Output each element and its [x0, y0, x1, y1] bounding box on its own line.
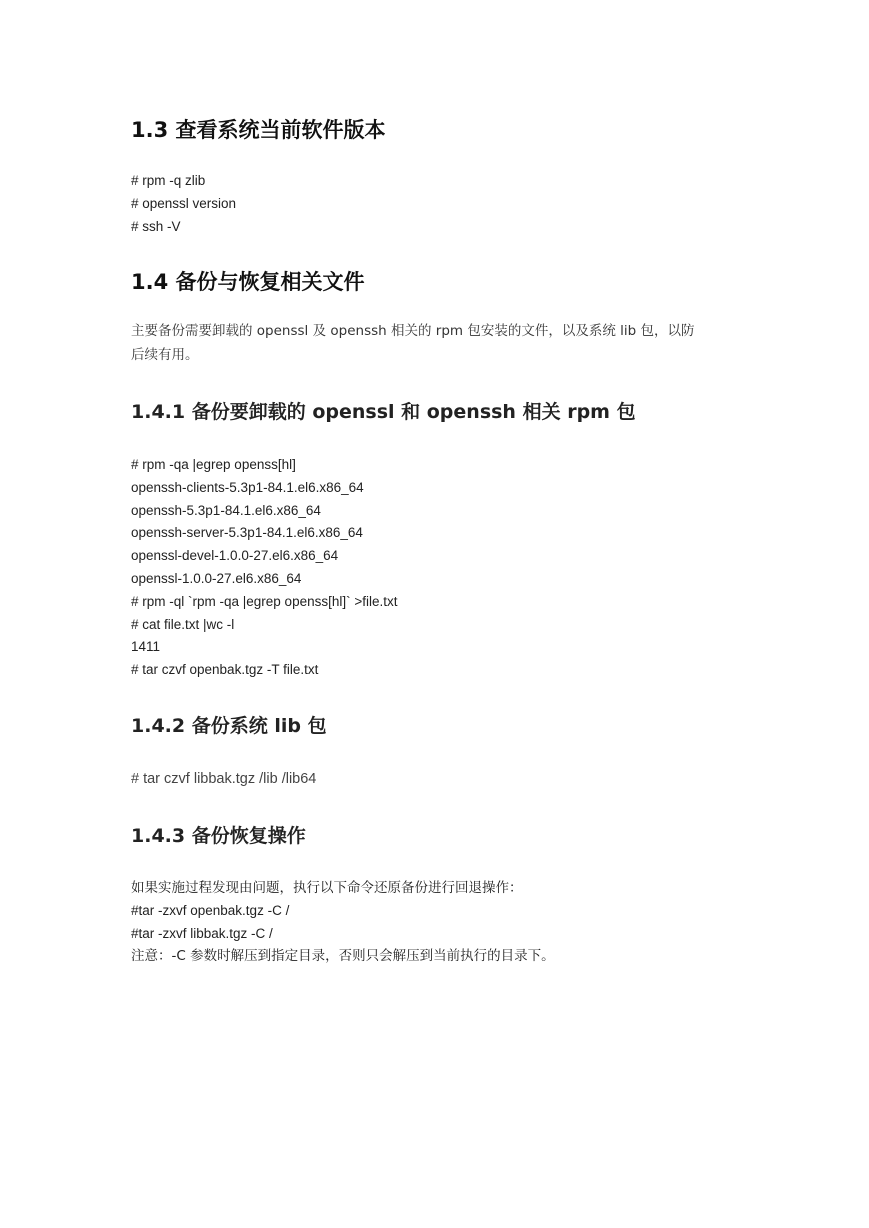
- code-line: # tar czvf openbak.tgz -T file.txt: [131, 662, 319, 678]
- heading-1-4: 1.4 备份与恢复相关文件: [131, 270, 365, 294]
- paragraph-line: 注意：-C 参数时解压到指定目录，否则只会解压到当前执行的目录下。: [131, 948, 555, 965]
- code-line: openssl-devel-1.0.0-27.el6.x86_64: [131, 548, 339, 564]
- code-line: openssh-clients-5.3p1-84.1.el6.x86_64: [131, 479, 364, 495]
- content-block-1-4-3: [131, 877, 555, 968]
- code-line: # ssh -V: [131, 218, 181, 234]
- code-block-1-4-1: [131, 454, 398, 682]
- paragraph-line: 主要备份需要卸载的 openssl 及 openssh 相关的 rpm 包安装的文件，以及系统 lib 包，以防: [131, 323, 695, 339]
- code-line: #tar -zxvf openbak.tgz -C /: [131, 902, 290, 918]
- code-line: # openssl version: [131, 195, 237, 211]
- code-line: # cat file.txt |wc -l: [131, 616, 235, 632]
- code-line: 1411: [131, 639, 161, 655]
- code-line: # rpm -q zlib: [131, 173, 206, 188]
- code-line: #tar -zxvf libbak.tgz -C /: [131, 925, 273, 941]
- code-line-1-4-2: # tar czvf libbak.tgz /lib /lib64: [131, 771, 317, 787]
- code-line: # rpm -qa |egrep openss[hl]: [131, 457, 296, 472]
- paragraph-1-4: [131, 319, 741, 367]
- code-block-1-3: [131, 170, 236, 238]
- heading-1-4-2: 1.4.2 备份系统 lib 包: [131, 715, 327, 737]
- code-line: openssl-1.0.0-27.el6.x86_64: [131, 570, 302, 586]
- heading-1-4-3: 1.4.3 备份恢复操作: [131, 825, 306, 847]
- heading-1-4-1: 1.4.1 备份要卸载的 openssl 和 openssh 相关 rpm 包: [131, 401, 636, 423]
- code-line: openssh-server-5.3p1-84.1.el6.x86_64: [131, 525, 363, 541]
- paragraph-line: 后续有用。: [131, 347, 199, 363]
- paragraph-line: 如果实施过程发现由问题，执行以下命令还原备份进行回退操作：: [131, 880, 523, 896]
- code-line: openssh-5.3p1-84.1.el6.x86_64: [131, 502, 321, 518]
- heading-1-3: 1.3 查看系统当前软件版本: [131, 118, 386, 142]
- code-line: # rpm -ql `rpm -qa |egrep openss[hl]` >file.txt: [131, 593, 398, 609]
